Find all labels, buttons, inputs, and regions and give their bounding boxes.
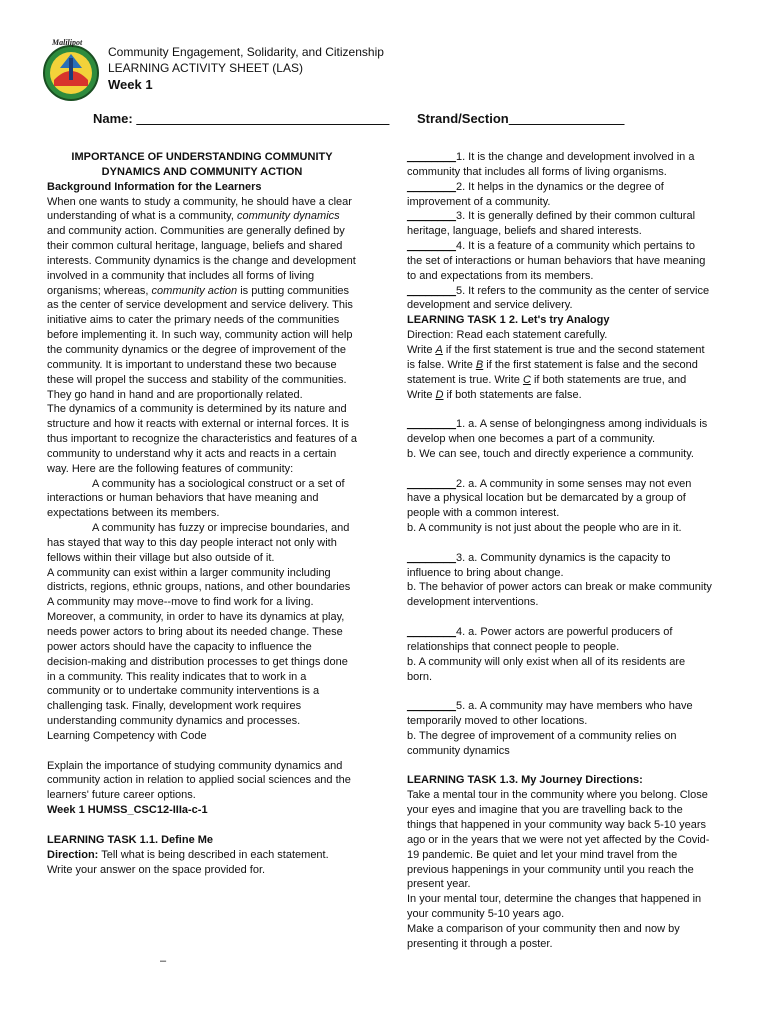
logo-caption: Malilipot [52, 38, 83, 47]
define-item-1: ________1. It is the change and development involved in a community that includes all forms of living organisms. [407, 151, 695, 178]
stray-dash: – [160, 955, 167, 967]
analogy-item-2b: b. A community is not just about the people who are in it. [407, 522, 682, 535]
task-1-2-instructions-d: Write D if both statements are false. [407, 388, 582, 401]
define-item-5: ________5. It refers to the community as the center of service development and service delivery. [407, 284, 710, 312]
background-paragraph-1: When one wants to study a community, he should have a clear understanding of what is a community, community dynamics and community action. Communities are generally defined by their common cultural heritage, language, beliefs and shared interests. Community dynamics is the change and development involved in a community that includes all forms of living organisms; whereas, community action is putting communities as the center of service development and service delivery. This initiative aims to cater the primary needs of the communities before implementing it. In such way, community action will help the community dynamics or the degree of improvement of the community. It is important to understand these two because these will propel the success and stability of the communities. They go hand in hand and are proportionally related. [47, 195, 356, 401]
journey-paragraph-3: Make a comparison of your community then and now by presenting it through a poster. [407, 922, 680, 950]
answer-blank[interactable]: ________ [407, 477, 456, 490]
analogy-item-1a: ________1. a. A sense of belongingness among individuals is develop when one becomes a part of a community. [407, 418, 708, 446]
answer-blank[interactable]: ________ [407, 210, 456, 223]
name-label: Name: [93, 111, 137, 126]
task-1-3-heading: LEARNING TASK 1.3. My Journey Directions: [407, 774, 643, 787]
analogy-item-5b: b. The degree of improvement of a community relies on community dynamics [407, 729, 677, 757]
answer-blank[interactable]: ________ [407, 284, 456, 297]
analogy-item-3a: ________3. a. Community dynamics is the capacity to influence to bring about change. [407, 551, 671, 579]
define-item-4: ________4. It is a feature of a community which pertains to the set of interactions or human behaviors that have meaning to and expectations from its members. [407, 240, 706, 282]
feature-4: A community may move--move to find work for a living. Moreover, a community, in order to have its dynamics at play, needs power actors to bring about its needed change. These power actors should have the capacity to influence the decision-making and distribution processes to get things done in a community. This reality indicates that to work in a community or to undertake community interventions is a challenging task. Finally, development work requires understanding community dynamics and processes. [47, 596, 348, 728]
task-1-2-direction: Direction: Read each statement carefully. [407, 329, 608, 342]
feature-3: A community can exist within a larger community including districts, regions, ethnic groups, nations, and other boundaries [47, 566, 351, 594]
answer-blank[interactable]: ________ [407, 700, 456, 713]
define-item-3: ________3. It is generally defined by their common cultural heritage, language, beliefs and shared interests. [407, 210, 696, 238]
answer-blank[interactable]: ________ [407, 626, 456, 638]
strand-section-field[interactable] [417, 111, 624, 126]
strand-label: Strand/Section [417, 111, 509, 126]
competency-code: Week 1 HUMSS_CSC12-IIIa-c-1 [47, 804, 208, 817]
competency-text: Explain the importance of studying community dynamics and community action in relation to applied social sciences and the learners' future career options. [47, 759, 351, 802]
define-item-2: ________2. It helps in the dynamics or the degree of improvement of a community. [407, 180, 664, 208]
week-label: Week 1 [108, 77, 153, 92]
analogy-item-2a: ________2. a. A community in some senses may not even have a physical location but be demarcated by a group of people with a common interest. [407, 477, 692, 520]
journey-paragraph-2: In your mental tour, determine the changes that happened in your community 5-10 years ago. [407, 893, 702, 921]
answer-blank[interactable]: ________ [407, 240, 456, 253]
analogy-item-4b: b. A community will only exist when all of its residents are born. [407, 655, 686, 683]
feature-2: A community has fuzzy or imprecise boundaries, and has stayed that way to this day people interact not only with fellows within their village but also outside of it. [47, 522, 350, 564]
competency-heading: Learning Competency with Code [47, 729, 207, 742]
name-blank[interactable]: ___________________________________ [136, 111, 390, 126]
journey-paragraph-1: Take a mental tour in the community where you belong. Close your eyes and imagine that you are travelling back to the things that happened in your community way back 5-10 years ago or in the years that we were not yet affected by the Covid-19 pandemic. Be quiet and let your mind travel from the previous happenings in your community until you reach the present year. [407, 789, 710, 891]
sheet-title: LEARNING ACTIVITY SHEET (LAS) [108, 61, 303, 75]
right-column [407, 150, 713, 952]
background-heading: Background Information for the Learners [47, 180, 262, 193]
analogy-item-1b: b. We can see, touch and directly experience a community. [407, 447, 694, 460]
answer-blank[interactable]: ________ [407, 180, 456, 193]
municipal-seal-logo [40, 40, 102, 102]
analogy-item-3b: b. The behavior of power actors can break or make community development interventions. [407, 581, 712, 609]
analogy-item-4a: ________4. a. Power actors are powerful producers of relationships that connect people to people. [407, 626, 673, 653]
background-paragraph-2: The dynamics of a community is determined by its nature and structure and how it reacts with external or internal forces. It is thus important to recognize the characteristics and features of a community to understand why it acts and reacts in a certain way. Here are the following features of community: [47, 403, 357, 475]
task-1-2-heading: LEARNING TASK 1 2. Let's try Analogy [407, 314, 610, 327]
task-1-2-instructions: Write A if the first statement is true and the second statement is false. Write B if the first statement is false and the second statement is true. Write C if both statements are true, and [407, 343, 705, 386]
name-field[interactable] [93, 111, 389, 126]
answer-blank[interactable]: ________ [407, 551, 456, 564]
analogy-item-5a: ________5. a. A community may have members who have temporarily moved to other locations. [407, 700, 693, 728]
task-1-1-direction: Direction: Tell what is being described in each statement. Write your answer on the space provided for. [47, 848, 329, 876]
lesson-title: IMPORTANCE OF UNDERSTANDING COMMUNITY DYNAMICS AND COMMUNITY ACTION [71, 151, 333, 178]
task-1-1-heading: LEARNING TASK 1.1. Define Me [47, 833, 214, 846]
left-column [47, 150, 357, 877]
subject-title: Community Engagement, Solidarity, and Citizenship [108, 45, 384, 59]
strand-blank[interactable]: ________________ [508, 111, 625, 126]
feature-1: A community has a sociological construct or a set of interactions or human behaviors that have meaning and expectations between its members. [47, 477, 345, 520]
answer-blank[interactable]: ________ [407, 418, 456, 431]
answer-blank[interactable]: ________ [407, 151, 456, 163]
